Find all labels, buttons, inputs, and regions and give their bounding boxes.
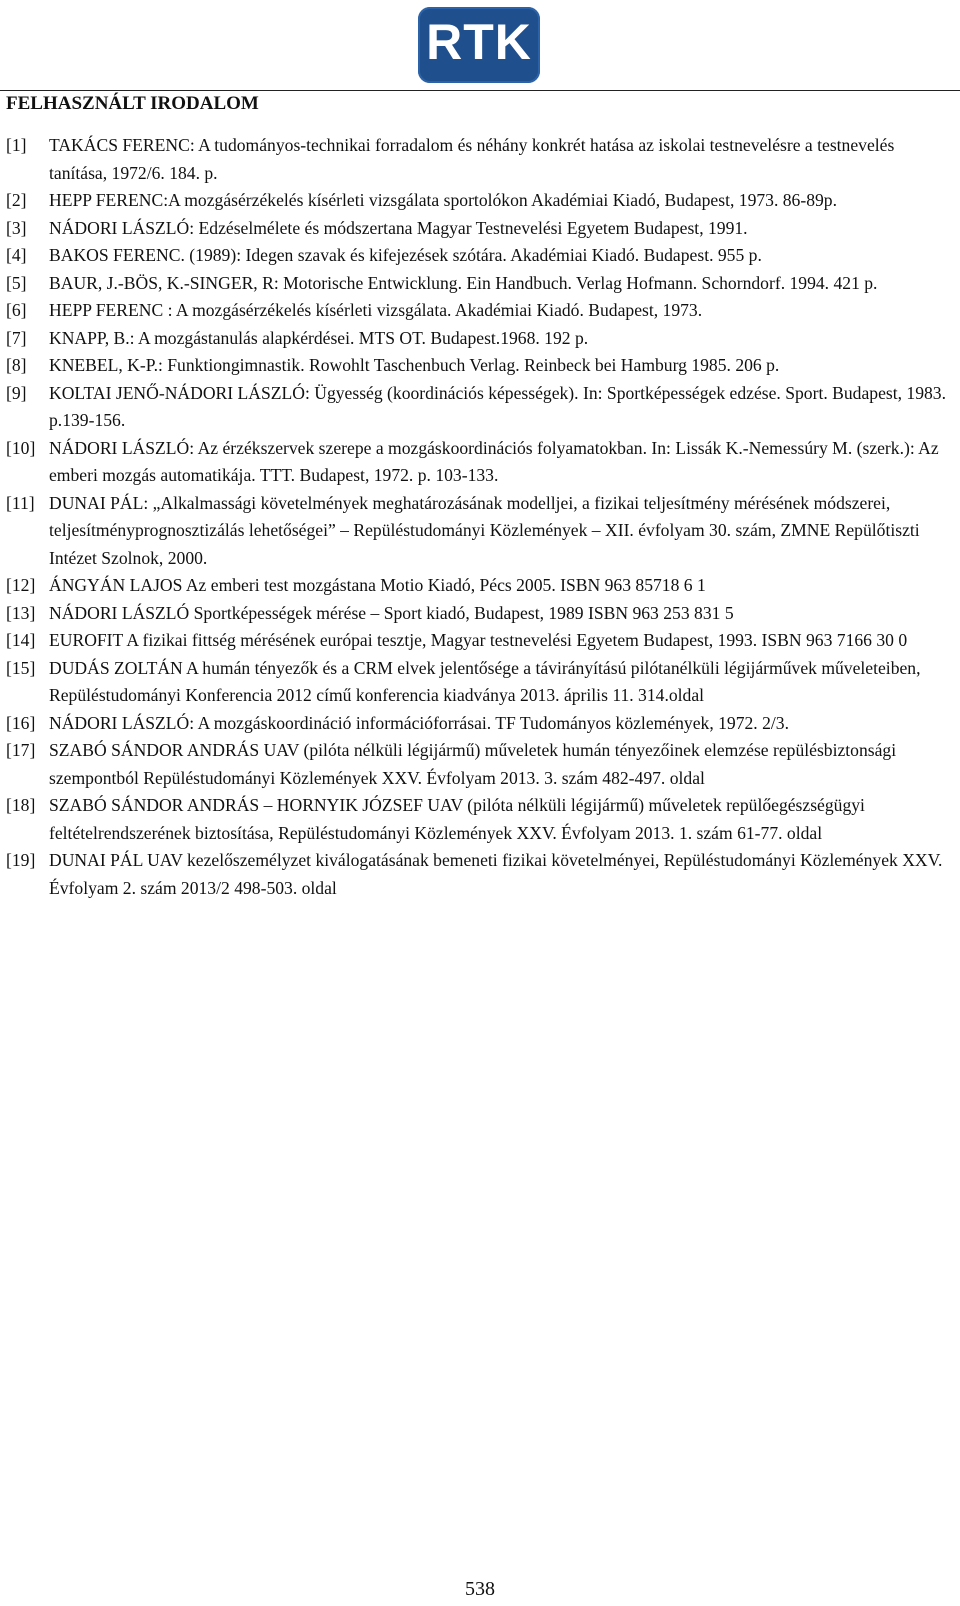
reference-number: [19] xyxy=(6,850,36,870)
reference-text: NÁDORI LÁSZLÓ: Edzéselmélete és módszertana Magyar Testnevelési Egyetem Budapest, 1991. xyxy=(49,217,748,238)
reference-text: KNAPP, B.: A mozgástanulás alapkérdései. MTS OT. Budapest.1968. 192 p. xyxy=(49,327,589,348)
reference-item xyxy=(6,325,954,353)
reference-text: EUROFIT A fizikai fittség mérésének európai tesztje, Magyar testnevelési Egyetem Budapest, 1993. ISBN 963 7166 30 0 xyxy=(49,630,908,650)
reference-item xyxy=(6,270,954,298)
reference-text: NÁDORI LÁSZLÓ: A mozgáskoordináció információforrásai. TF Tudományos közlemények, 1972. 2/3. xyxy=(49,712,789,733)
reference-item xyxy=(6,847,954,902)
reference-text: HEPP FERENC:A mozgásérzékelés kísérleti vizsgálata sportolókon Akadémiai Kiadó, Budapest, 1973. 86-89p. xyxy=(49,190,837,210)
reference-item xyxy=(6,132,954,187)
reference-text: KNEBEL, K-P.: Funktiongimnastik. Rowohlt Taschenbuch Verlag. Reinbeck bei Hamburg 1985. 206 p. xyxy=(49,355,780,375)
reference-number: [11] xyxy=(6,492,35,513)
reference-text: DUNAI PÁL UAV kezelőszemélyzet kiválogatásának bemeneti fizikai követelményei, Repüléstudományi Közlemények XXV. Évfolyam 2. szám 2013/2 498-503. oldal xyxy=(49,850,943,898)
reference-number: [13] xyxy=(6,602,36,623)
reference-number: [9] xyxy=(6,382,27,403)
reference-item xyxy=(6,435,954,490)
reference-text: TAKÁCS FERENC: A tudományos-technikai forradalom és néhány konkrét hatása az iskolai testnevelésre a testnevelés tanítása, 1972/6. 184. p. xyxy=(49,135,895,183)
logo-text: RTK xyxy=(426,14,532,70)
reference-number: [15] xyxy=(6,657,36,678)
reference-item xyxy=(6,187,954,215)
reference-text: BAKOS FERENC. (1989): Idegen szavak és kifejezések szótára. Akadémiai Kiadó. Budapest. 955 p. xyxy=(49,245,762,265)
rtk-logo xyxy=(418,7,540,83)
reference-number: [14] xyxy=(6,630,36,650)
reference-number: [5] xyxy=(6,272,27,293)
reference-item xyxy=(6,737,954,792)
reference-item xyxy=(6,297,954,325)
reference-text: NÁDORI LÁSZLÓ: Az érzékszervek szerepe a mozgáskoordinációs folyamatokban. In: Lissák K.-Nemessúry M. (szerk.): Az emberi mozgás automatikája. TTT. Budapest, 1972. p. 103-133. xyxy=(49,437,939,485)
reference-number: [6] xyxy=(6,300,27,320)
reference-item xyxy=(6,380,954,435)
reference-text: KOLTAI JENŐ-NÁDORI LÁSZLÓ: Ügyesség (koordinációs képességek). In: Sportképességek edzése. Sport. Budapest, 1983. p.139-156. xyxy=(49,382,947,430)
reference-number: [18] xyxy=(6,795,36,815)
reference-number: [4] xyxy=(6,245,27,265)
reference-number: [16] xyxy=(6,712,36,733)
reference-text: NÁDORI LÁSZLÓ Sportképességek mérése – Sport kiadó, Budapest, 1989 ISBN 963 253 831 5 xyxy=(49,602,734,623)
page-number: 538 xyxy=(465,1578,495,1600)
reference-text: BAUR, J.-BÖS, K.-SINGER, R: Motorische Entwicklung. Ein Handbuch. Verlag Hofmann. Schorndorf. 1994. 421 p. xyxy=(49,272,878,293)
reference-text: DUNAI PÁL: „Alkalmassági követelmények meghatározásának modelljei, a fizikai teljesítmény mérésének módszerei, teljesítményprognosztizálás lehetőségei” – Repüléstudományi Közlemények – XII. évfolyam 30. szám, ZMNE Repülőtiszti Intézet Szolnok, 2000. xyxy=(49,492,920,568)
reference-number: [7] xyxy=(6,327,27,348)
reference-item xyxy=(6,490,954,573)
reference-text: SZABÓ SÁNDOR ANDRÁS – HORNYIK JÓZSEF UAV (pilóta nélküli légijármű) műveletek repülőegészségügyi feltételrendszerének biztosítása, Repüléstudományi Közlemények XXV. Évfolyam 2013. 1. szám 61-77. oldal xyxy=(49,795,865,843)
reference-item xyxy=(6,242,954,270)
reference-text: DUDÁS ZOLTÁN A humán tényezők és a CRM elvek jelentősége a távirányítású pilótanélküli légijárművek műveleteiben, Repüléstudományi Konferencia 2012 című konferencia kiadványa 2013. április 11. 314.oldal xyxy=(49,657,921,705)
reference-item xyxy=(6,710,954,738)
section-title: FELHASZNÁLT IRODALOM xyxy=(6,93,259,114)
reference-text: ÁNGYÁN LAJOS Az emberi test mozgástana Motio Kiadó, Pécs 2005. ISBN 963 85718 6 1 xyxy=(49,575,706,595)
reference-number: [1] xyxy=(6,135,27,155)
reference-number: [3] xyxy=(6,217,27,238)
reference-number: [2] xyxy=(6,190,27,210)
reference-list xyxy=(6,132,954,902)
reference-text: SZABÓ SÁNDOR ANDRÁS UAV (pilóta nélküli légijármű) műveletek humán tényezőinek elemzése repülésbiztonsági szempontból Repüléstudományi Közlemények XXV. Évfolyam 2013. 3. szám 482-497. oldal xyxy=(49,740,897,788)
reference-item xyxy=(6,655,954,710)
header-rule xyxy=(0,90,960,91)
reference-item xyxy=(6,572,954,600)
reference-number: [12] xyxy=(6,575,36,595)
reference-item xyxy=(6,627,954,655)
reference-text: HEPP FERENC : A mozgásérzékelés kísérleti vizsgálata. Akadémiai Kiadó. Budapest, 1973. xyxy=(49,300,703,320)
reference-number: [8] xyxy=(6,355,27,375)
reference-item xyxy=(6,352,954,380)
reference-item xyxy=(6,600,954,628)
reference-number: [10] xyxy=(6,437,36,458)
reference-item xyxy=(6,792,954,847)
reference-number: [17] xyxy=(6,740,36,760)
reference-item xyxy=(6,215,954,243)
